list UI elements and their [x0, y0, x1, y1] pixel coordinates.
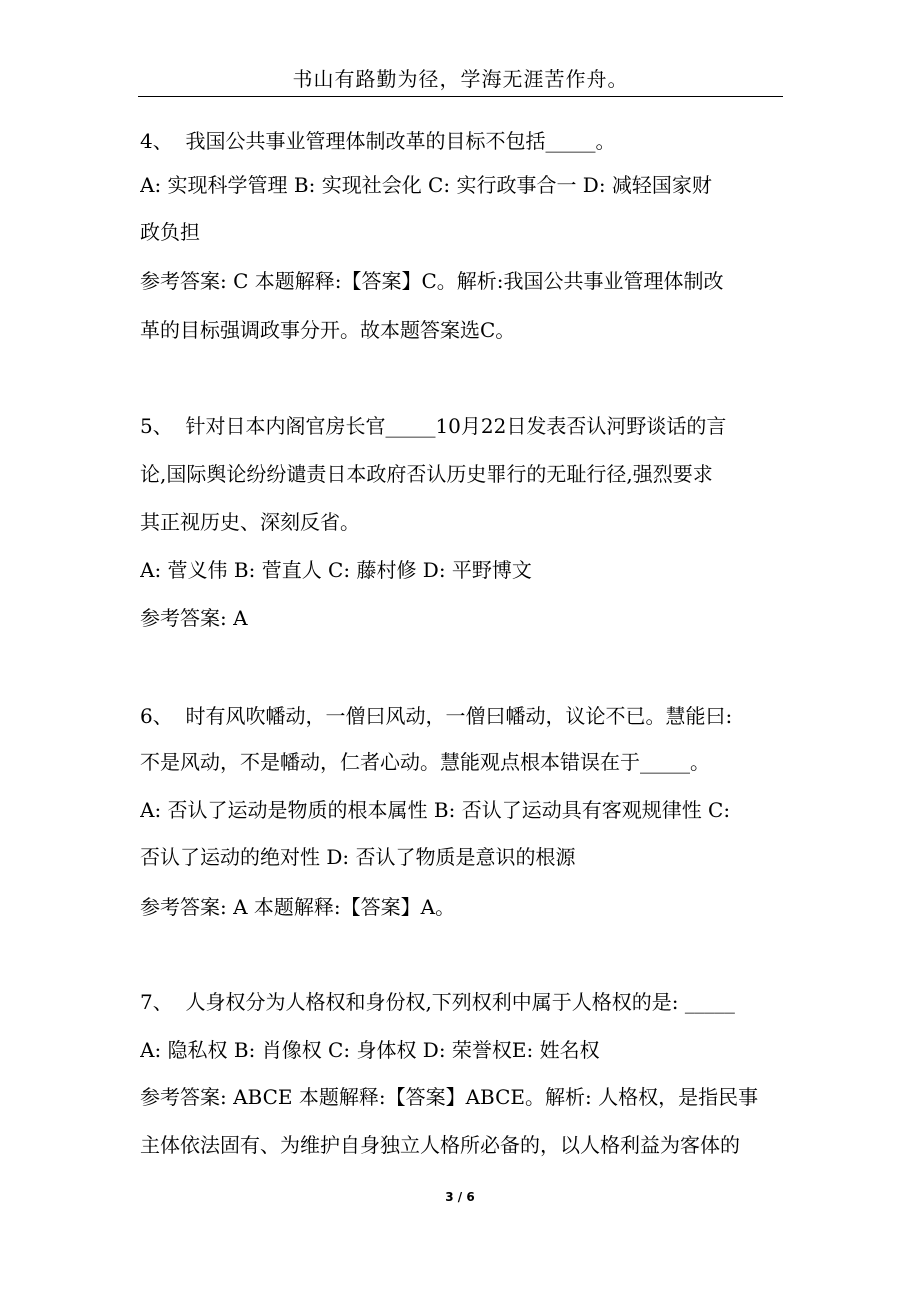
question-5-stem-cont-2: 其正视历史、深刻反省。: [140, 510, 360, 534]
question-6-options: A: 否认了运动是物质的根本属性 B: 否认了运动具有客观规律性 C:: [140, 798, 731, 822]
question-7-answer-cont: 主体依法固有、为维护自身独立人格所必备的，以人格利益为客体的: [140, 1133, 740, 1157]
page-header: 书山有路勤为径，学海无涯苦作舟。: [292, 67, 629, 91]
question-4-options-cont: 政负担: [140, 220, 200, 244]
header-rule: [138, 96, 783, 97]
question-4-answer: 参考答案: C 本题解释:【答案】C。解析:我国公共事业管理体制改: [140, 269, 724, 293]
question-5-answer: 参考答案: A: [140, 606, 248, 630]
question-6-answer: 参考答案: A 本题解释:【答案】A。: [140, 895, 456, 919]
question-4-stem: 4、 我国公共事业管理体制改革的目标不包括_____。: [140, 129, 616, 153]
question-7-options: A: 隐私权 B: 肖像权 C: 身体权 D: 荣誉权E: 姓名权: [140, 1038, 600, 1062]
page-number: 3 / 6: [445, 1190, 475, 1204]
question-4-options: A: 实现科学管理 B: 实现社会化 C: 实行政事合一 D: 减轻国家财: [140, 173, 712, 197]
question-5-stem: 5、 针对日本内阁官房长官_____10月22日发表否认河野谈话的言: [140, 414, 727, 438]
question-6-stem-cont: 不是风动，不是幡动，仁者心动。慧能观点根本错误在于_____。: [140, 750, 710, 774]
question-6-options-cont: 否认了运动的绝对性 D: 否认了物质是意识的根源: [140, 845, 576, 869]
question-4-answer-cont: 革的目标强调政事分开。故本题答案选C。: [140, 318, 516, 342]
question-6-stem: 6、 时有风吹幡动，一僧曰风动，一僧曰幡动，议论不已。慧能曰:: [140, 704, 733, 728]
question-7-answer: 参考答案: ABCE 本题解释:【答案】ABCE。解析: 人格权，是指民事: [140, 1085, 759, 1109]
question-7-stem: 7、 人身权分为人格权和身份权,下列权利中属于人格权的是: _____: [140, 990, 735, 1014]
question-5-stem-cont: 论,国际舆论纷纷谴责日本政府否认历史罪行的无耻行径,强烈要求: [140, 462, 713, 486]
question-5-options: A: 菅义伟 B: 菅直人 C: 藤村修 D: 平野博文: [140, 558, 532, 582]
